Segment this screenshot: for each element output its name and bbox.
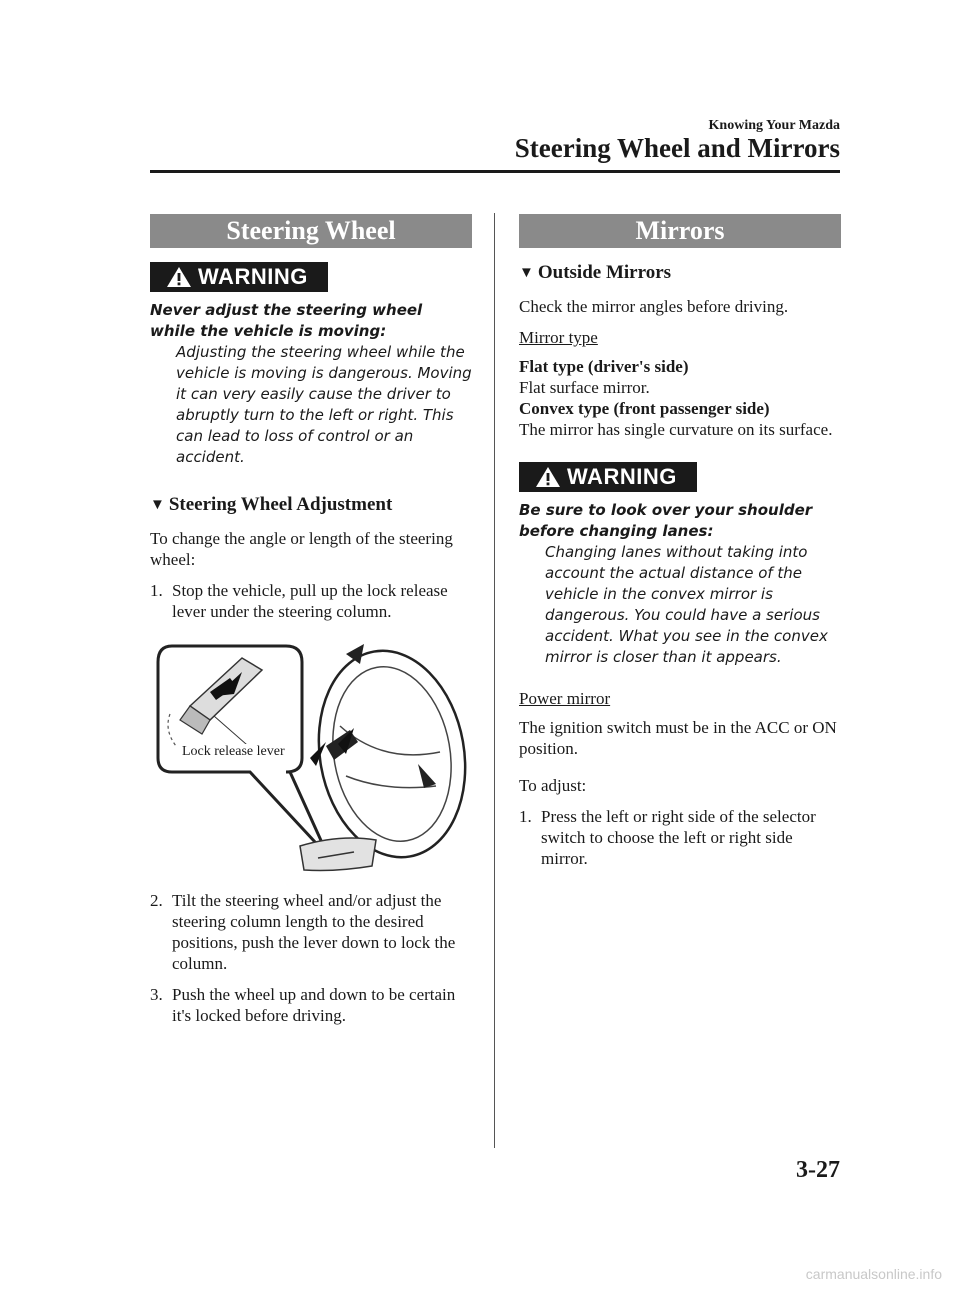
- warning-badge: [519, 462, 697, 492]
- flat-type-title: Flat type (driver's side): [519, 357, 689, 376]
- header-title: Steering Wheel and Mirrors: [514, 133, 840, 163]
- convex-type-text: The mirror has single curvature on its surface.: [519, 420, 833, 439]
- step-text: Tilt the steering wheel and/or adjust the steering column length to the desired positions, push the lever down to lock the column.: [172, 891, 456, 973]
- figure-label-lock-release-lever: Lock release lever: [182, 744, 285, 759]
- step-text: Stop the vehicle, pull up the lock release lever under the steering column.: [172, 581, 448, 621]
- warning-label: WARNING: [567, 464, 677, 489]
- column-divider: [494, 213, 495, 1148]
- subheading-text: Steering Wheel Adjustment: [168, 494, 393, 515]
- subheading-outside-mirrors: [519, 262, 841, 284]
- list-item: [519, 806, 841, 869]
- list-item: [150, 984, 472, 1026]
- triangle-bullet-icon: ▼: [150, 496, 165, 513]
- steering-wheel-figure: [150, 634, 472, 874]
- warning-body: Adjusting the steering wheel while the vehicle is moving is dangerous. Moving it can very easily cause the driver to abruptly turn to the left or right. This can lead to loss of control or an accident.: [176, 343, 472, 466]
- right-column: [519, 214, 841, 879]
- warning-triangle-icon: [166, 266, 192, 288]
- power-mirror-text: The ignition switch must be in the ACC or ON position.: [519, 718, 837, 758]
- step-text: Press the left or right side of the selector switch to choose the left or right side mirror.: [541, 807, 816, 868]
- power-mirror-heading: Power mirror: [519, 689, 611, 708]
- warning-lead: Be sure to look over your shoulder before changing lanes:: [519, 501, 813, 540]
- flat-type-text: Flat surface mirror.: [519, 378, 650, 397]
- footer-watermark: carmanualsonline.info: [805, 1266, 942, 1282]
- list-item: [150, 890, 472, 974]
- header-section-label: Knowing Your Mazda: [708, 118, 840, 133]
- list-item: [150, 580, 472, 622]
- step-number: 1.: [150, 581, 163, 600]
- subheading-steering-adjustment: [150, 494, 472, 516]
- section-title-steering-wheel: Steering Wheel: [150, 214, 472, 248]
- intro-text: Check the mirror angles before driving.: [519, 297, 789, 316]
- intro-text: To change the angle or length of the steering wheel:: [150, 529, 453, 569]
- header-rule: [150, 170, 840, 173]
- section-title-mirrors: Mirrors: [519, 214, 841, 248]
- page-number: 3-27: [796, 1157, 840, 1183]
- step-number: 3.: [150, 985, 163, 1004]
- triangle-bullet-icon: ▼: [519, 264, 534, 281]
- step-number: 2.: [150, 891, 163, 910]
- warning-label: WARNING: [198, 264, 308, 289]
- convex-type-title: Convex type (front passenger side): [519, 399, 770, 418]
- mirror-type-heading: Mirror type: [519, 328, 598, 347]
- adjust-intro: To adjust:: [519, 776, 587, 795]
- step-number: 1.: [519, 807, 532, 826]
- warning-triangle-icon: [535, 466, 561, 488]
- left-column: [150, 214, 472, 1036]
- warning-badge: [150, 262, 328, 292]
- warning-lead: Never adjust the steering wheel while the vehicle is moving:: [150, 301, 423, 340]
- step-text: Push the wheel up and down to be certain it's locked before driving.: [172, 985, 456, 1025]
- subheading-text: Outside Mirrors: [537, 262, 672, 283]
- warning-body: Changing lanes without taking into account the actual distance of the vehicle in the convex mirror is dangerous. You could have a serious accident. What you see in the convex mirror is closer than it appears.: [545, 543, 828, 666]
